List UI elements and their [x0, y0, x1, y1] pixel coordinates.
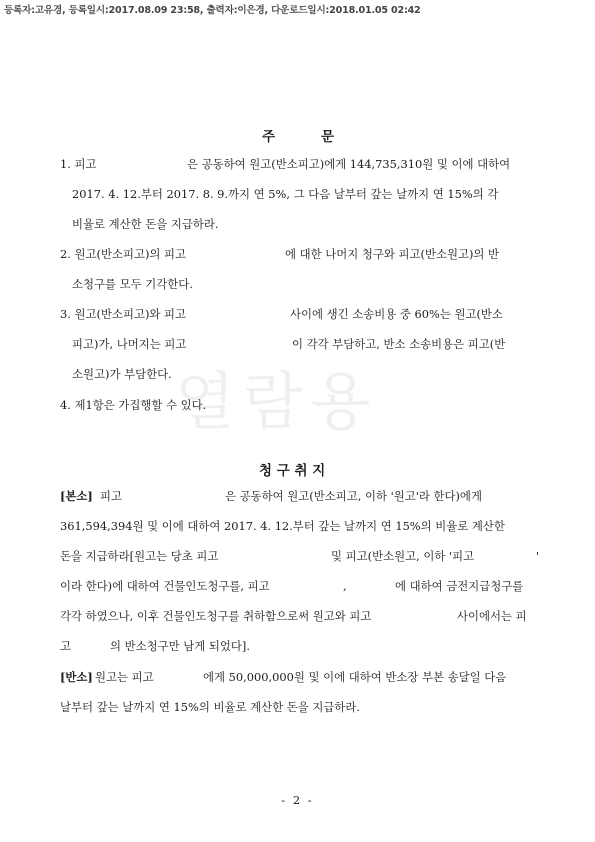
claim-line-7a: 원고는 피고 — [95, 670, 154, 684]
claim-line-4c: 에 대하여 금전지급청구를 — [395, 579, 524, 593]
order-line-6a: 3. 원고(반소피고)와 피고 — [60, 307, 187, 321]
watermark: 열람용 — [175, 365, 379, 438]
order-line-2: 2017. 4. 12.부터 2017. 8. 9.까지 연 5%, 그 다음 날부터 갚는 날까지 연 15%의 각 — [72, 187, 499, 201]
claim-line-6a: 고 — [60, 639, 72, 653]
order-line-4a: 2. 원고(반소피고)의 피고 — [60, 247, 187, 261]
claim-line-1b: 은 공동하여 원고(반소피고, 이하 '원고'라 한다)에게 — [225, 489, 482, 503]
order-line-8: 소원고)가 부담한다. — [72, 367, 172, 381]
claim-line-3a: 돈을 지급하라[원고는 당초 피고 — [60, 549, 219, 563]
order-line-7a: 피고)가, 나머지는 피고 — [72, 337, 187, 351]
claim-line-5b: 사이에서는 피 — [457, 609, 527, 623]
claim-line-7b: 에게 50,000,000원 및 이에 대하여 반소장 부본 송달일 다음 — [203, 670, 507, 684]
counter-claim-tag: [반소] — [60, 670, 93, 684]
order-title-left: 주 — [262, 129, 276, 145]
order-title-right: 문 — [321, 129, 335, 145]
order-line-1b: 은 공동하여 원고(반소피고)에게 144,735,310원 및 이에 대하여 — [187, 157, 511, 171]
order-line-9: 4. 제1항은 가집행할 수 있다. — [60, 398, 207, 412]
page-number: - 2 - — [281, 793, 314, 807]
claim-line-4a: 이라 한다)에 대하여 건물인도청구를, 피고 — [60, 579, 270, 593]
order-line-4b: 에 대한 나머지 청구와 피고(반소원고)의 반 — [285, 247, 500, 261]
order-line-1a: 1. 피고 — [60, 157, 97, 171]
order-line-3: 비율로 계산한 돈을 지급하라. — [72, 217, 219, 231]
document-header: 등록자:고유경, 등록일시:2017.08.09 23:58, 출력자:이은경, 다운로드일시:2018.01.05 02:42 — [4, 5, 421, 16]
order-line-6b: 사이에 생긴 소송비용 중 60%는 원고(반소 — [290, 307, 503, 321]
order-line-7b: 이 각각 부담하고, 반소 소송비용은 피고(반 — [292, 337, 506, 351]
claim-line-3b: 및 피고(반소원고, 이하 '피고 — [331, 549, 475, 563]
claim-line-3c: ' — [536, 549, 540, 563]
claim-line-8: 날부터 갚는 날까지 연 15%의 비율로 계산한 돈을 지급하라. — [60, 700, 360, 714]
main-claim-tag: [본소] — [60, 489, 93, 503]
claim-line-5a: 각각 하였으나, 이후 건물인도청구를 취하함으로써 원고와 피고 — [60, 609, 372, 623]
claim-line-2: 361,594,394원 및 이에 대하여 2017. 4. 12.부터 갚는 날까지 연 15%의 비율로 계산한 — [60, 519, 505, 533]
claim-line-4b: , — [343, 579, 347, 593]
claim-title: 청 구 취 지 — [259, 463, 326, 479]
claim-line-6b: 의 반소청구만 남게 되었다]. — [110, 639, 250, 653]
claim-line-1a: 피고 — [100, 489, 123, 503]
order-line-5: 소청구를 모두 기각한다. — [72, 277, 193, 291]
